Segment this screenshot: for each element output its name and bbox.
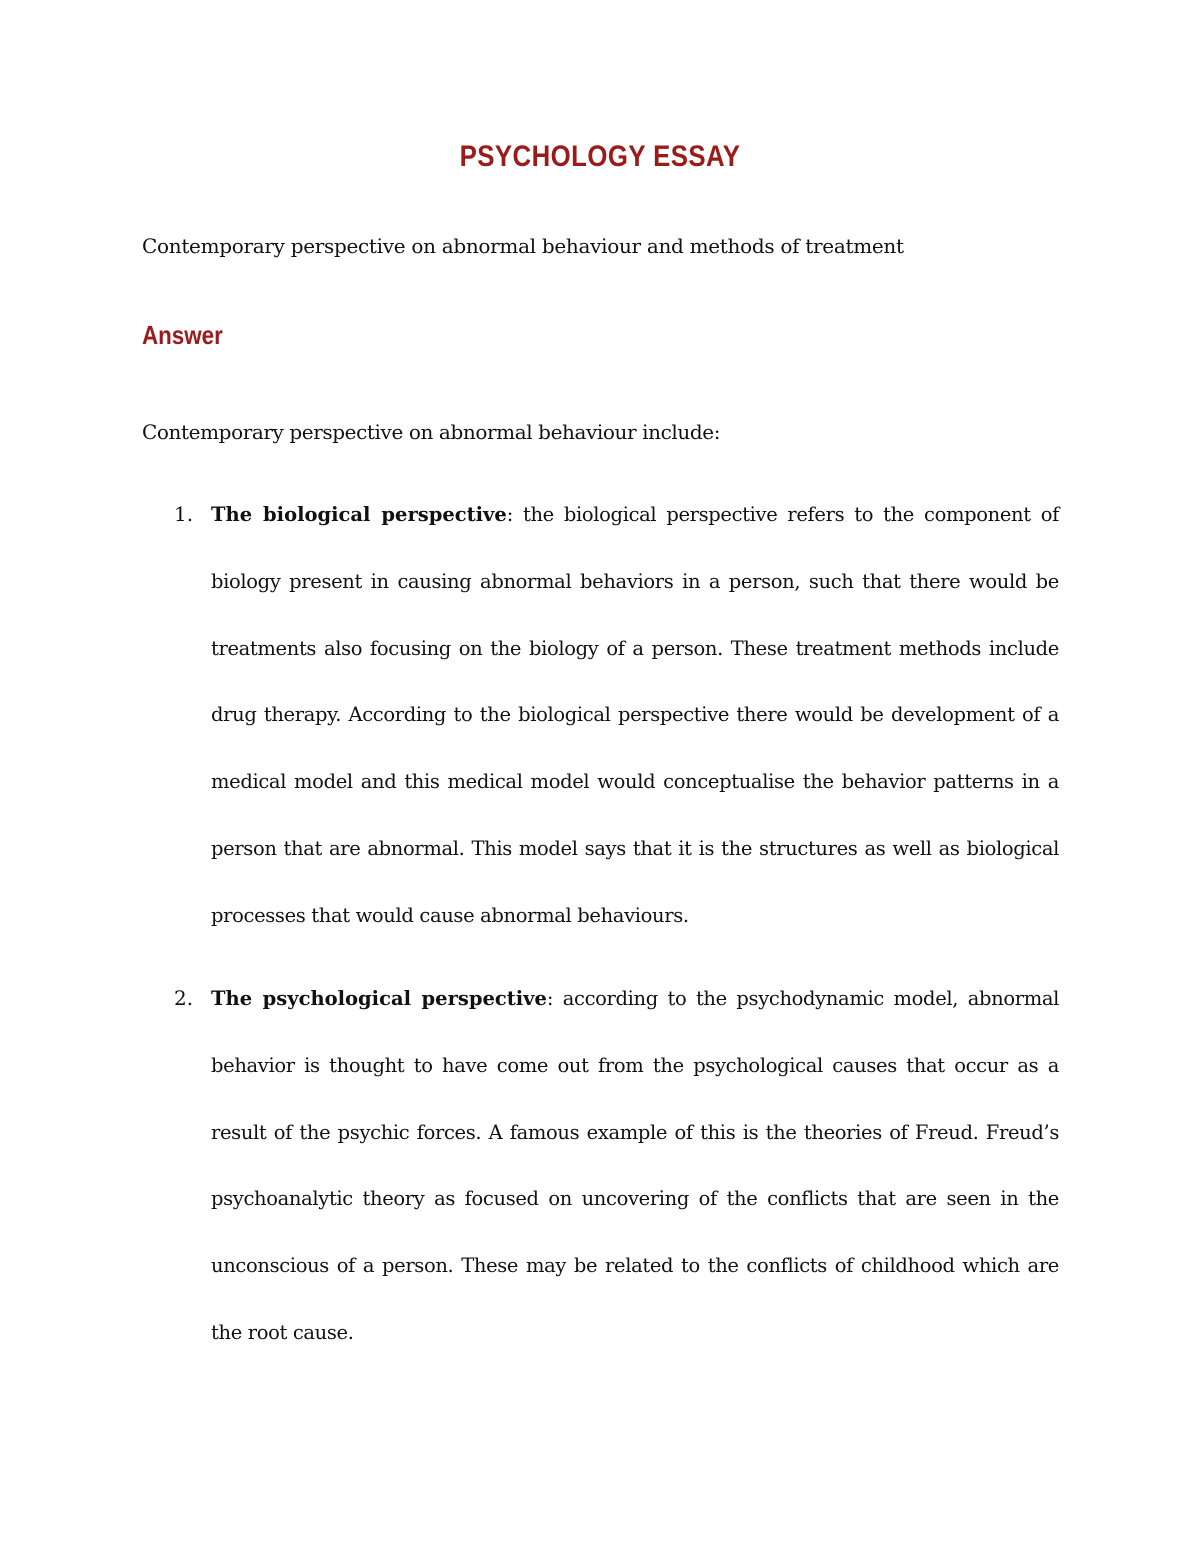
list-item-text	[211, 966, 1059, 1367]
list-item-term: The biological perspective	[211, 503, 507, 526]
list-item-number: 1.	[174, 502, 194, 526]
essay-question: Contemporary perspective on abnormal behaviour and methods of treatment	[142, 234, 904, 258]
list-item-description: : according to the psychodynamic model, abnormal behavior is thought to have come out from the psychological causes that occur as a result of the psychic forces. A famous example of this is the theories of Freud. Freud’s psychoanalytic theory as focused on uncovering of the conflicts that are seen in the unconscious of a person. These may be related to the conflicts of childhood which are the root cause.	[211, 987, 1059, 1344]
list-item-number: 2.	[174, 986, 194, 1010]
answer-heading: Answer	[142, 320, 223, 350]
list-item-term: The psychological perspective	[211, 987, 547, 1010]
intro-paragraph: Contemporary perspective on abnormal behaviour include:	[142, 420, 721, 444]
document-title: PSYCHOLOGY ESSAY	[459, 140, 741, 173]
list-item-text	[211, 482, 1059, 950]
list-item-description: : the biological perspective refers to the component of biology present in causing abnormal behaviors in a person, such that there would be treatments also focusing on the biology of a person. These treatment methods include drug therapy. According to the biological perspective there would be development of a medical model and this medical model would conceptualise the behavior patterns in a person that are abnormal. This model says that it is the structures as well as biological processes that would cause abnormal behaviours.	[211, 503, 1059, 927]
